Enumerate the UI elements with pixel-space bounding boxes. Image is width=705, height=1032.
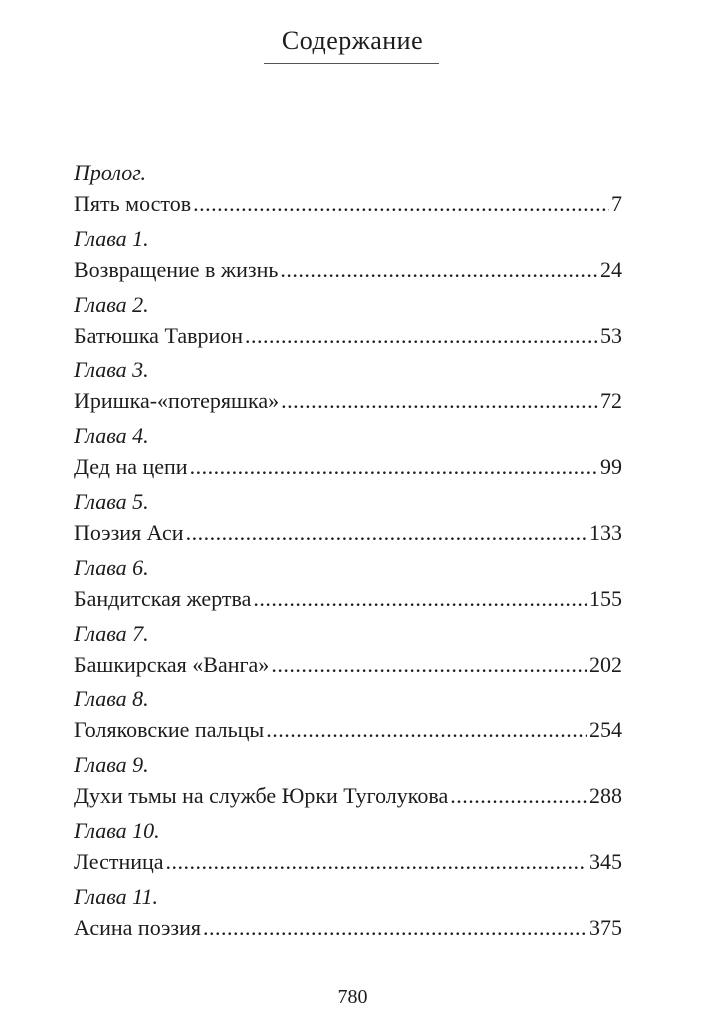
dot-leader <box>450 780 587 811</box>
chapter-title: Лестница <box>74 848 164 874</box>
chapter-title: Голяковские пальцы <box>74 717 265 743</box>
page-number: 53 <box>600 322 622 348</box>
toc-entry[interactable] <box>74 486 622 552</box>
page-number: 345 <box>589 848 622 874</box>
toc-line <box>74 780 622 811</box>
toc-line <box>74 254 622 285</box>
chapter-label: Глава 9. <box>74 752 149 778</box>
toc-entry[interactable] <box>74 420 622 486</box>
toc-entry[interactable] <box>74 815 622 881</box>
chapter-label: Глава 1. <box>74 225 149 251</box>
chapter-label: Глава 11. <box>74 883 158 909</box>
dot-leader <box>190 451 598 482</box>
toc-entry[interactable] <box>74 618 622 684</box>
toc-line <box>74 583 622 614</box>
toc-line <box>74 320 622 351</box>
dot-leader <box>266 714 587 745</box>
table-of-contents <box>74 157 622 947</box>
toc-entry[interactable] <box>74 552 622 618</box>
chapter-title: Батюшка Таврион <box>74 322 244 348</box>
dot-leader <box>203 912 587 943</box>
toc-line <box>74 846 622 877</box>
chapter-label: Глава 5. <box>74 488 149 514</box>
chapter-title: Поэзия Аси <box>74 519 184 545</box>
dot-leader <box>253 583 587 614</box>
chapter-title: Пять мостов <box>74 191 192 216</box>
chapter-label: Глава 4. <box>74 423 149 449</box>
chapter-label: Глава 7. <box>74 620 149 646</box>
page-number: 7 <box>611 191 622 216</box>
chapter-title: Возвращение в жизнь <box>74 256 279 282</box>
dot-leader <box>186 517 587 548</box>
chapter-title: Башкирская «Ванга» <box>74 651 270 677</box>
chapter-label: Глава 10. <box>74 817 160 843</box>
toc-line <box>74 912 622 943</box>
title-underline <box>264 63 439 64</box>
toc-line <box>74 385 622 416</box>
chapter-title: Дед на цепи <box>74 454 188 480</box>
chapter-label: Глава 8. <box>74 686 149 712</box>
toc-line <box>74 714 622 745</box>
page-number: 254 <box>589 717 622 743</box>
chapter-title: Асина поэзия <box>74 914 201 940</box>
page-number: 202 <box>589 651 622 677</box>
toc-line <box>74 649 622 680</box>
toc-entry[interactable] <box>74 354 622 420</box>
page-number: 155 <box>589 585 622 611</box>
page-number: 375 <box>589 914 622 940</box>
toc-entry[interactable] <box>74 683 622 749</box>
toc-entry[interactable] <box>74 223 622 289</box>
chapter-title: Бандитская жертва <box>74 585 252 611</box>
chapter-label: Глава 6. <box>74 554 149 580</box>
page-number: 72 <box>600 388 622 414</box>
page-folio: 780 <box>337 986 368 1008</box>
toc-entry[interactable] <box>74 749 622 815</box>
page-number: 288 <box>589 783 622 809</box>
chapter-title: Иришка-«потеряшка» <box>74 388 280 414</box>
toc-line <box>74 188 622 219</box>
dot-leader <box>166 846 587 877</box>
chapter-label: Пролог. <box>74 160 146 185</box>
chapter-label: Глава 3. <box>74 357 149 383</box>
toc-entry[interactable] <box>74 289 622 355</box>
page-number: 133 <box>589 519 622 545</box>
dot-leader <box>280 254 598 285</box>
dot-leader <box>193 188 609 219</box>
page-number: 99 <box>600 454 622 480</box>
toc-entry[interactable] <box>74 157 622 223</box>
dot-leader <box>245 320 598 351</box>
dot-leader <box>281 385 598 416</box>
chapter-label: Глава 2. <box>74 291 149 317</box>
dot-leader <box>271 649 587 680</box>
page-title: Содержание <box>281 26 424 55</box>
page-number: 24 <box>600 256 622 282</box>
toc-entry[interactable] <box>74 881 622 947</box>
toc-line <box>74 517 622 548</box>
chapter-title: Духи тьмы на службе Юрки Туголукова <box>74 783 449 809</box>
toc-line <box>74 451 622 482</box>
